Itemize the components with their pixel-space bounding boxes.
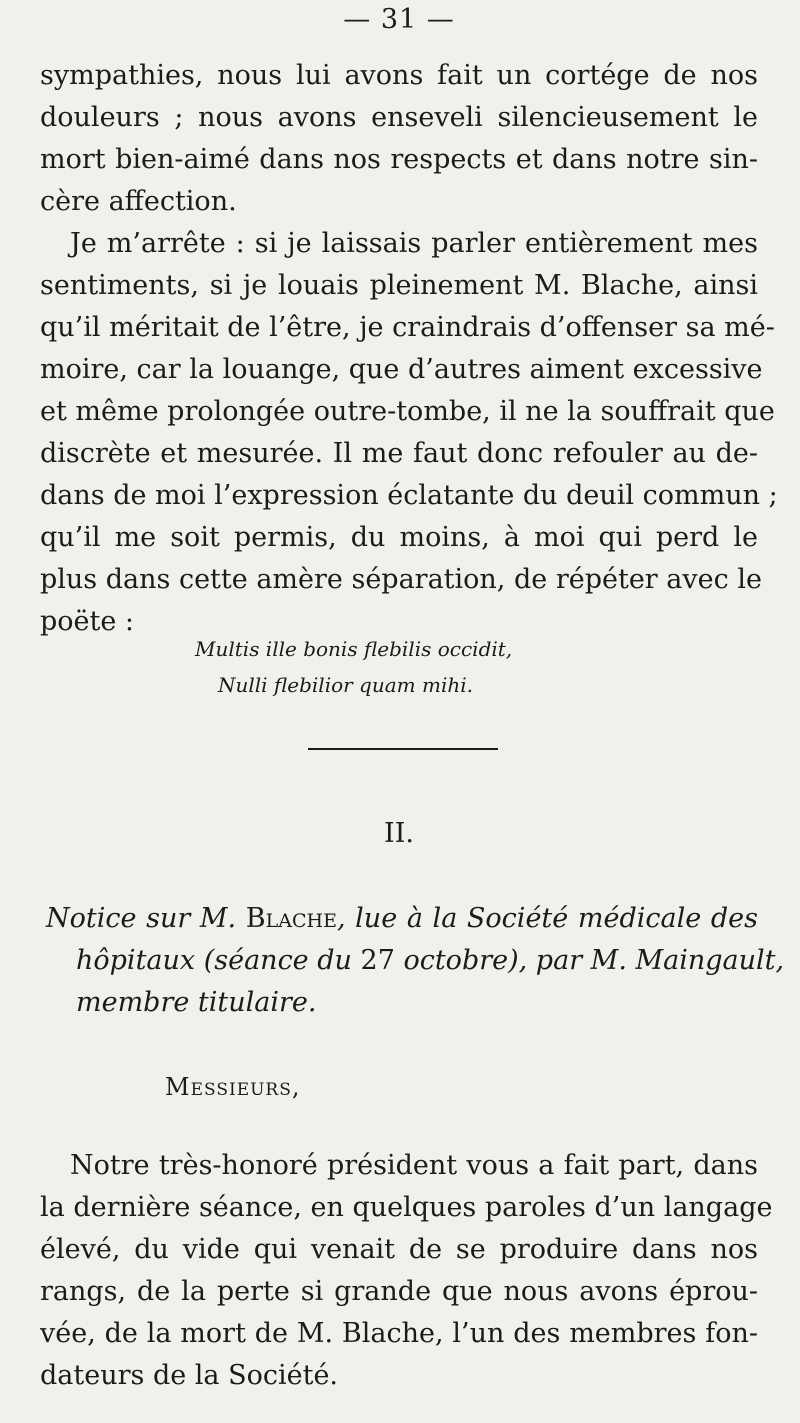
text-line: sympathies, nous lui avons fait un cortége de nos [40,60,758,91]
text-line: douleurs ; nous avons enseveli silencieusement le [40,102,758,133]
text-line: moire, car la louange, que d’autres aiment excessive [40,354,763,385]
text-line: sentiments, si je louais pleinement M. Blache, ainsi [40,270,758,301]
notice-title-line [46,898,758,940]
text-line: qu’il me soit permis, du moins, à moi qui perd le [40,522,758,553]
page-number: — 31 — [343,4,455,35]
notice-text: , lue à la Société médicale des [336,903,758,934]
latin-verse-line: Nulli flebilior quam mihi. [218,673,473,697]
notice-title-line: membre titulaire. [76,987,317,1018]
text-line: la dernière séance, en quelques paroles d’un langage [40,1192,773,1223]
text-line: mort bien-aimé dans nos respects et dans notre sin- [40,144,758,175]
text-line: vée, de la mort de M. Blache, l’un des membres fon- [40,1318,758,1349]
text-line: dans de moi l’expression éclatante du deuil commun ; [40,480,778,511]
text-line: rangs, de la perte si grande que nous avons éprou- [40,1276,758,1307]
text-line: discrète et mesurée. Il me faut donc refouler au de- [40,438,758,469]
text-line: et même prolongée outre-tombe, il ne la souffrait que [40,396,775,427]
notice-text: Notice sur M. [46,903,246,934]
text-line: Je m’arrête : si je laissais parler entièrement mes [70,228,758,259]
notice-name: Blache [245,903,337,934]
text-line: poëte : [40,606,135,637]
latin-verse-line: Multis ille bonis flebilis occidit, [195,637,513,661]
text-line: dateurs de la Société. [40,1360,339,1391]
section-divider [308,748,498,750]
section-number: II. [384,818,414,849]
text-line: plus dans cette amère séparation, de répéter avec le [40,564,762,595]
book-page [40,0,785,1423]
notice-date-number: 27 [360,945,395,976]
text-line: Notre très-honoré président vous a fait part, dans [70,1150,758,1181]
text-line: qu’il méritait de l’être, je craindrais d’offenser sa mé- [40,312,775,343]
text-line: élevé, du vide qui venait de se produire dans nos [40,1234,758,1265]
text-line: cère affection. [40,186,237,217]
salutation: Messieurs, [165,1073,301,1101]
notice-text: octobre), par M. Maingault, [394,945,785,976]
notice-text: hôpitaux (séance du [76,945,361,976]
notice-title-line [76,940,785,982]
